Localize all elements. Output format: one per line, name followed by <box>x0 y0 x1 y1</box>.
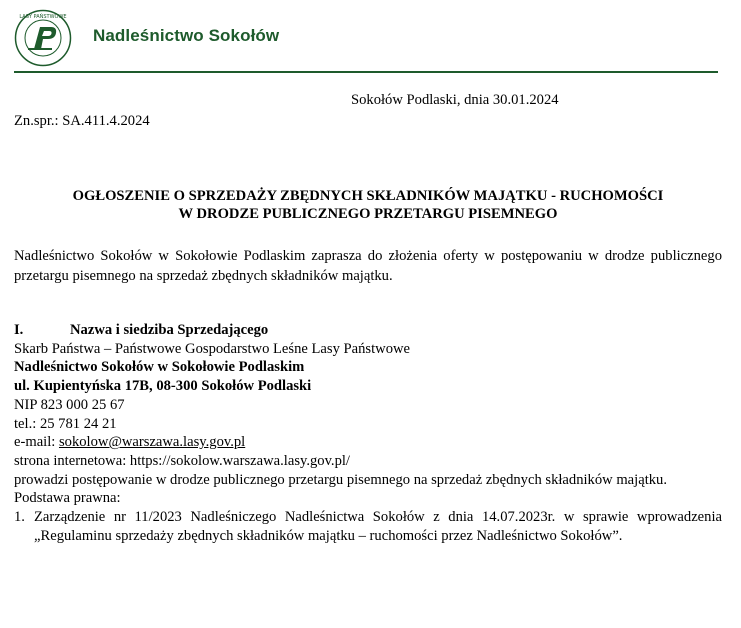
seller-owner: Skarb Państwa – Państwowe Gospodarstwo Leśne Lasy Państwowe <box>14 340 411 357</box>
legal-basis-label: Podstawa prawna: <box>14 490 121 507</box>
header-divider <box>14 71 718 73</box>
reference-number: Zn.spr.: SA.411.4.2024 <box>14 113 150 129</box>
conducts-text: prowadzi postępowanie w drodze publicznego przetargu pisemnego na sprzedaż zbędnych składników majątku. <box>14 471 667 488</box>
section-number: I. <box>14 322 24 338</box>
intro-paragraph: Nadleśnictwo Sokołów w Sokołowie Podlaskim zaprasza do złożenia oferty w postępowaniu w drodze publicznego przetargu pisemnego na sprzedaż zbędnych składników majątku. <box>14 248 722 284</box>
seller-unit: Nadleśnictwo Sokołów w Sokołowie Podlaskim <box>14 359 305 376</box>
email-link[interactable]: sokolow@warszawa.lasy.gov.pl <box>58 434 246 451</box>
organization-name: Nadleśnictwo Sokołów <box>93 26 280 45</box>
title-line-2: W DRODZE PUBLICZNEGO PRZETARGU PISEMNEGO <box>178 206 558 222</box>
legal-item-text: Zarządzenie nr 11/2023 Nadleśniczego Nadleśnictwa Sokołów z dnia 14.07.2023r. w sprawie wprowadzenia „Regulaminu sprzedaży zbędnych składników majątku – ruchomości przez Nadleśnictwo Sokołów”. <box>34 509 722 544</box>
place-date: Sokołów Podlaski, dnia 30.01.2024 <box>351 92 559 108</box>
section-heading-text: Nazwa i siedziba Sprzedającego <box>70 322 269 338</box>
section-seller <box>14 321 722 545</box>
lasy-panstwowe-logo <box>14 9 72 67</box>
section-heading <box>14 321 722 340</box>
title-line-1: OGŁOSZENIE O SPRZEDAŻY ZBĘDNYCH SKŁADNIKÓW MAJĄTKU - RUCHOMOŚCI <box>72 188 664 204</box>
legal-basis-item <box>14 508 722 545</box>
seller-email-line <box>14 433 722 452</box>
svg-text:LASY PAŃSTWOWE: LASY PAŃSTWOWE <box>19 14 67 20</box>
seller-tel: tel.: 25 781 24 21 <box>14 415 117 432</box>
email-label: e-mail: <box>14 434 59 451</box>
announcement-title <box>14 187 722 223</box>
seller-nip: NIP 823 000 25 67 <box>14 396 125 413</box>
seller-website: strona internetowa: https://sokolow.warszawa.lasy.gov.pl/ <box>14 452 350 469</box>
seller-address: ul. Kupientyńska 17B, 08-300 Sokołów Podlaski <box>14 378 312 395</box>
legal-item-number: 1. <box>14 509 25 526</box>
